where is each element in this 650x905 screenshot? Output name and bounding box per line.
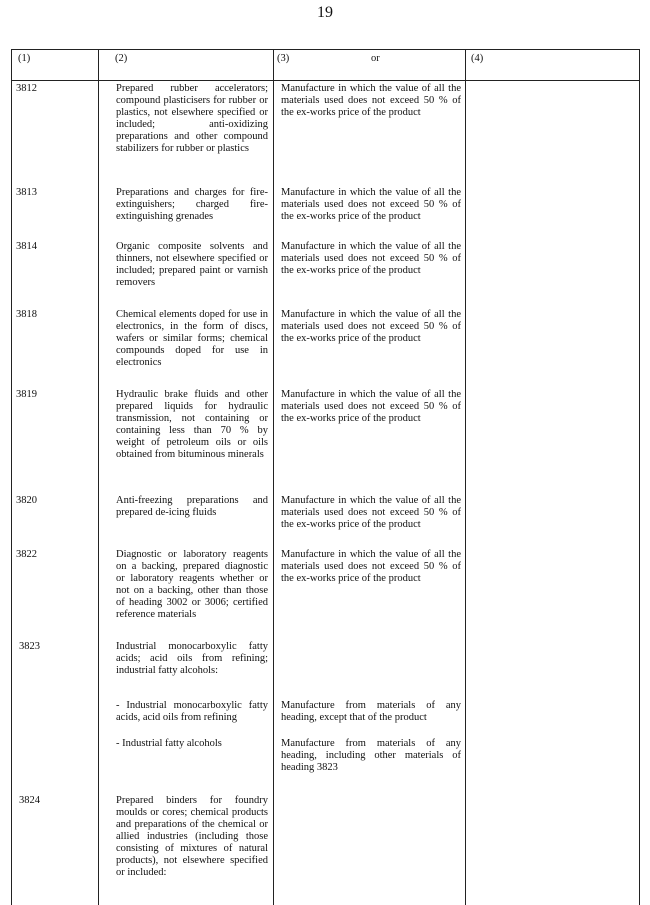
- row-rule: Manufacture in which the value of all the materials used does not exceed 50 % of the ex-works price of the product: [281, 549, 461, 584]
- row-rule: Manufacture in which the value of all the materials used does not exceed 50 % of the ex-works price of the product: [281, 241, 461, 276]
- header-col2: (2): [115, 53, 128, 64]
- row-rule: Manufacture from materials of any heading, except that of the product: [281, 700, 461, 723]
- row-code: 3818: [16, 309, 37, 320]
- row-rule: Manufacture in which the value of all the materials used does not exceed 50 % of the ex-works price of the product: [281, 389, 461, 424]
- row-rule: Manufacture in which the value of all the materials used does not exceed 50 % of the ex-works price of the product: [281, 187, 461, 222]
- row-rule: Manufacture in which the value of all the materials used does not exceed 50 % of the ex-works price of the product: [281, 495, 461, 530]
- row-code: 3812: [16, 83, 37, 94]
- row-description: Organic composite solvents and thinners, not elsewhere specified or included; prepared paint or varnish removers: [116, 241, 268, 288]
- row-code: 3819: [16, 389, 37, 400]
- column-divider: [273, 50, 274, 905]
- row-description: Diagnostic or laboratory reagents on a backing, prepared diagnostic or laboratory reagents whether or not on a backing, other than those of heading 3002 or 3006; certified reference materials: [116, 549, 268, 620]
- row-rule: Manufacture in which the value of all the materials used does not exceed 50 % of the ex-works price of the product: [281, 309, 461, 344]
- header-or: or: [371, 53, 380, 64]
- rules-table: [11, 49, 640, 905]
- row-description: Hydraulic brake fluids and other prepared liquids for hydraulic transmission, not containing or containing less than 70 % by weight of petroleum oils or oils obtained from bituminous minerals: [116, 389, 268, 460]
- table-header: [12, 50, 639, 81]
- row-description: Prepared rubber accelerators; compound plasticisers for rubber or plastics, not elsewhere specified or included; anti-oxidizing preparations and other compound stabilizers for rubber or plastics: [116, 83, 268, 154]
- row-code: 3823: [19, 641, 40, 652]
- column-divider: [98, 50, 99, 905]
- row-code: 3814: [16, 241, 37, 252]
- row-code: 3813: [16, 187, 37, 198]
- row-rule: Manufacture in which the value of all the materials used does not exceed 50 % of the ex-works price of the product: [281, 83, 461, 118]
- page-number: 19: [317, 4, 333, 21]
- row-description: Industrial monocarboxylic fatty acids; acid oils from refining; industrial fatty alcohols:: [116, 641, 268, 676]
- row-description: - Industrial fatty alcohols: [116, 738, 222, 749]
- row-description: - Industrial monocarboxylic fatty acids, acid oils from refining: [116, 700, 268, 723]
- row-description: Prepared binders for foundry moulds or cores; chemical products and preparations of the chemical or allied industries (including those consisting of mixtures of natural products), not elsewhere specified or included:: [116, 795, 268, 878]
- row-description: Chemical elements doped for use in electronics, in the form of discs, wafers or similar forms; chemical compounds doped for use in electronics: [116, 309, 268, 368]
- row-rule: Manufacture from materials of any heading, including other materials of heading 3823: [281, 738, 461, 773]
- row-code: 3820: [16, 495, 37, 506]
- row-code: 3822: [16, 549, 37, 560]
- header-col1: (1): [18, 53, 31, 64]
- header-col4: (4): [471, 53, 484, 64]
- row-code: 3824: [19, 795, 40, 806]
- header-col3: (3): [277, 53, 290, 64]
- column-divider: [465, 50, 466, 905]
- row-description: Anti-freezing preparations and prepared de-icing fluids: [116, 495, 268, 518]
- row-description: Preparations and charges for fire-extinguishers; charged fire-extinguishing grenades: [116, 187, 268, 222]
